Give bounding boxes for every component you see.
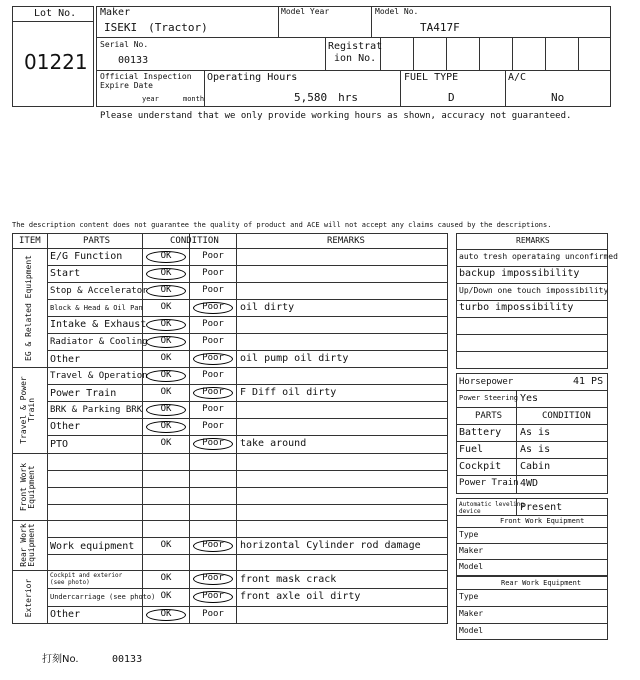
condition-ok-label: OK xyxy=(160,284,172,295)
remark-block-head: oil dirty xyxy=(240,302,295,313)
maker-value: ISEKI (Tractor) xyxy=(104,21,208,34)
condition-ok-label: OK xyxy=(160,386,172,397)
condition-selected-circle xyxy=(146,404,186,416)
group-label-travel: Travel & Power Train xyxy=(19,376,37,444)
condition-ok-label: OK xyxy=(160,609,172,619)
part-stop-accelerator: Stop & Accelerator xyxy=(50,286,148,296)
part-eg-other: Other xyxy=(50,354,81,365)
part-pto: PTO xyxy=(50,439,69,450)
condition-poor-label: Poor xyxy=(202,284,224,295)
condition-ok-label: OK xyxy=(160,437,172,448)
condition-poor-label: Poor xyxy=(202,352,224,363)
group-label-rear: Rear Work Equipment xyxy=(19,523,37,567)
condition-ok-label: OK xyxy=(160,403,172,414)
condition-poor-label: Poor xyxy=(202,369,224,380)
condition-ok-label: OK xyxy=(160,301,172,312)
condition-poor-label: Poor xyxy=(202,420,224,431)
power-train-label: Power Train xyxy=(459,478,519,488)
front-work-title: Front Work Equipment xyxy=(500,517,585,525)
cockpit-value: Cabin xyxy=(520,461,551,472)
condition-selected-circle xyxy=(193,353,233,365)
part-intake-exhaust: Intake & Exhaust xyxy=(50,319,147,330)
rear-maker-label: Maker xyxy=(459,609,484,618)
group-label-exterior: Exterior xyxy=(24,578,33,618)
condition-poor-label: Poor xyxy=(202,250,224,261)
part-cockpit-exterior: Cockpit and exterior (see photo) xyxy=(50,572,123,586)
rear-type-label: Type xyxy=(459,592,479,601)
model-no-value: TA417F xyxy=(420,21,460,34)
inspection-label-2: Expire Date xyxy=(100,81,153,90)
part-work-equipment: Work equipment xyxy=(50,541,135,552)
part-travel-operation: Travel & Operation xyxy=(50,371,148,381)
registration-label-1: Registrat xyxy=(328,41,383,52)
month-label: month xyxy=(183,95,205,103)
inspection-label-1: Official Inspection xyxy=(100,72,192,81)
condition-poor-label: Poor xyxy=(202,267,224,278)
condition-selected-circle xyxy=(193,573,233,585)
condition-selected-circle xyxy=(146,319,186,331)
condition-selected-circle xyxy=(193,540,233,552)
lot-label: Lot No. xyxy=(34,8,77,19)
condition-ok-label: OK xyxy=(160,369,172,380)
group-label-front: Front Work Equipment xyxy=(19,462,37,512)
col-item: ITEM xyxy=(19,236,41,246)
part-undercarriage: Undercarriage (see photo) xyxy=(50,593,156,601)
part-start: Start xyxy=(50,268,81,279)
horsepower-value: 41 PS xyxy=(573,376,604,387)
front-type-label: Type xyxy=(459,530,479,539)
condition-ok-label: OK xyxy=(160,318,172,329)
horsepower-label: Horsepower xyxy=(459,377,514,387)
condition-ok-label: OK xyxy=(160,352,172,363)
lot-number: 01221 xyxy=(24,50,88,74)
part-block-head: Block & Head & Oil Pan xyxy=(50,304,143,312)
remark-eg-other: oil pump oil dirty xyxy=(240,353,349,364)
rear-work-title: Rear Work Equipment xyxy=(501,579,582,587)
condition-selected-circle xyxy=(146,336,186,348)
condition-ok-label: OK xyxy=(160,267,172,278)
condition-poor-label: Poor xyxy=(202,591,224,601)
hours-value: 5,580 hrs xyxy=(294,91,358,104)
hours-notice: Please understand that we only provide working hours as shown, accuracy not guaranteed. xyxy=(100,111,572,121)
fuel-type-value: D xyxy=(448,91,455,104)
condition-selected-circle xyxy=(146,285,186,297)
disclaimer: The description content does not guarantee the quality of product and ACE will not accept any claims caused by the descriptions. xyxy=(12,221,552,229)
part-travel-other: Other xyxy=(50,421,81,432)
rear-model-label: Model xyxy=(459,626,484,635)
condition-selected-circle xyxy=(193,387,233,399)
power-steering-value: Yes xyxy=(520,393,539,404)
condition-selected-circle xyxy=(193,591,233,603)
condition-ok-label: OK xyxy=(160,573,172,583)
ac-label: A/C xyxy=(508,72,527,83)
front-model-label: Model xyxy=(459,562,484,571)
part-eg-function: E/G Function xyxy=(50,251,123,262)
fuel-value: As is xyxy=(520,444,551,455)
condition-poor-label: Poor xyxy=(202,403,224,414)
condition-poor-label: Poor xyxy=(202,573,224,583)
remark-power-train: F Diff oil dirty xyxy=(240,387,337,398)
hours-label: Operating Hours xyxy=(207,72,298,83)
condition-selected-circle xyxy=(193,438,233,450)
condition-selected-circle xyxy=(193,302,233,314)
battery-label: Battery xyxy=(459,427,502,438)
battery-value: As is xyxy=(520,427,551,438)
stamp-label: 打刻No. xyxy=(42,654,79,665)
serial-value: 00133 xyxy=(118,55,149,66)
condition-poor-label: Poor xyxy=(202,437,224,448)
front-maker-label: Maker xyxy=(459,546,484,555)
condition-ok-label: OK xyxy=(160,539,172,550)
stamp-value: 00133 xyxy=(112,654,143,665)
leveling-label-2: device xyxy=(459,508,481,515)
part-brk-parking: BRK & Parking BRK xyxy=(50,405,143,415)
col-condition: CONDITION xyxy=(170,236,219,246)
col-parts: PARTS xyxy=(83,236,111,246)
part-exterior-other: Other xyxy=(50,609,81,620)
remark-pto: take around xyxy=(240,438,307,449)
leveling-label-1: Automatic leveling xyxy=(459,501,525,508)
condition-ok-label: OK xyxy=(160,335,172,346)
remark-cockpit: front mask crack xyxy=(240,574,337,585)
condition-selected-circle xyxy=(146,370,186,382)
condition-poor-label: Poor xyxy=(202,335,224,346)
remark-work-equipment: horizontal Cylinder rod damage xyxy=(240,540,421,551)
col-remarks: REMARKS xyxy=(327,236,365,246)
registration-label-2: ion No. xyxy=(334,53,377,64)
model-year-label: Model Year xyxy=(281,7,330,16)
side-remarks-title: REMARKS xyxy=(516,236,550,245)
condition-selected-circle xyxy=(146,609,186,621)
side-remark-3: Up/Down one touch impossibility xyxy=(459,286,609,295)
side-remark-1: auto tresh operataing unconfirmed xyxy=(459,252,618,261)
ac-value: No xyxy=(551,91,565,104)
part-power-train: Power Train xyxy=(50,388,117,399)
side-parts-title: PARTS xyxy=(475,411,503,421)
condition-poor-label: Poor xyxy=(202,301,224,312)
condition-poor-label: Poor xyxy=(202,539,224,550)
fuel-label: Fuel xyxy=(459,444,484,455)
condition-selected-circle xyxy=(146,421,186,433)
power-steering-label: Power Steering xyxy=(459,394,519,402)
maker-label: Maker xyxy=(100,7,131,18)
year-label: year xyxy=(142,95,159,103)
side-remark-2: backup impossibility xyxy=(459,268,580,279)
fuel-type-label: FUEL TYPE xyxy=(404,72,459,83)
cockpit-label: Cockpit xyxy=(459,461,502,472)
group-label-eg: EG & Related Equipment xyxy=(24,255,33,361)
condition-ok-label: OK xyxy=(160,591,172,601)
condition-ok-label: OK xyxy=(160,250,172,261)
side-remark-4: turbo impossibility xyxy=(459,302,574,313)
condition-ok-label: OK xyxy=(160,420,172,431)
leveling-value: Present xyxy=(520,502,563,513)
condition-poor-label: Poor xyxy=(202,386,224,397)
part-radiator-cooling: Radiator & Cooling xyxy=(50,337,148,347)
condition-selected-circle xyxy=(146,251,186,263)
power-train-value: 4WD xyxy=(520,478,539,489)
model-no-label: Model No. xyxy=(375,7,419,16)
condition-poor-label: Poor xyxy=(202,609,224,619)
serial-label: Serial No. xyxy=(100,40,149,49)
condition-selected-circle xyxy=(146,268,186,280)
side-condition-title: CONDITION xyxy=(542,411,591,421)
remark-undercarriage: front axle oil dirty xyxy=(240,591,361,602)
condition-poor-label: Poor xyxy=(202,318,224,329)
